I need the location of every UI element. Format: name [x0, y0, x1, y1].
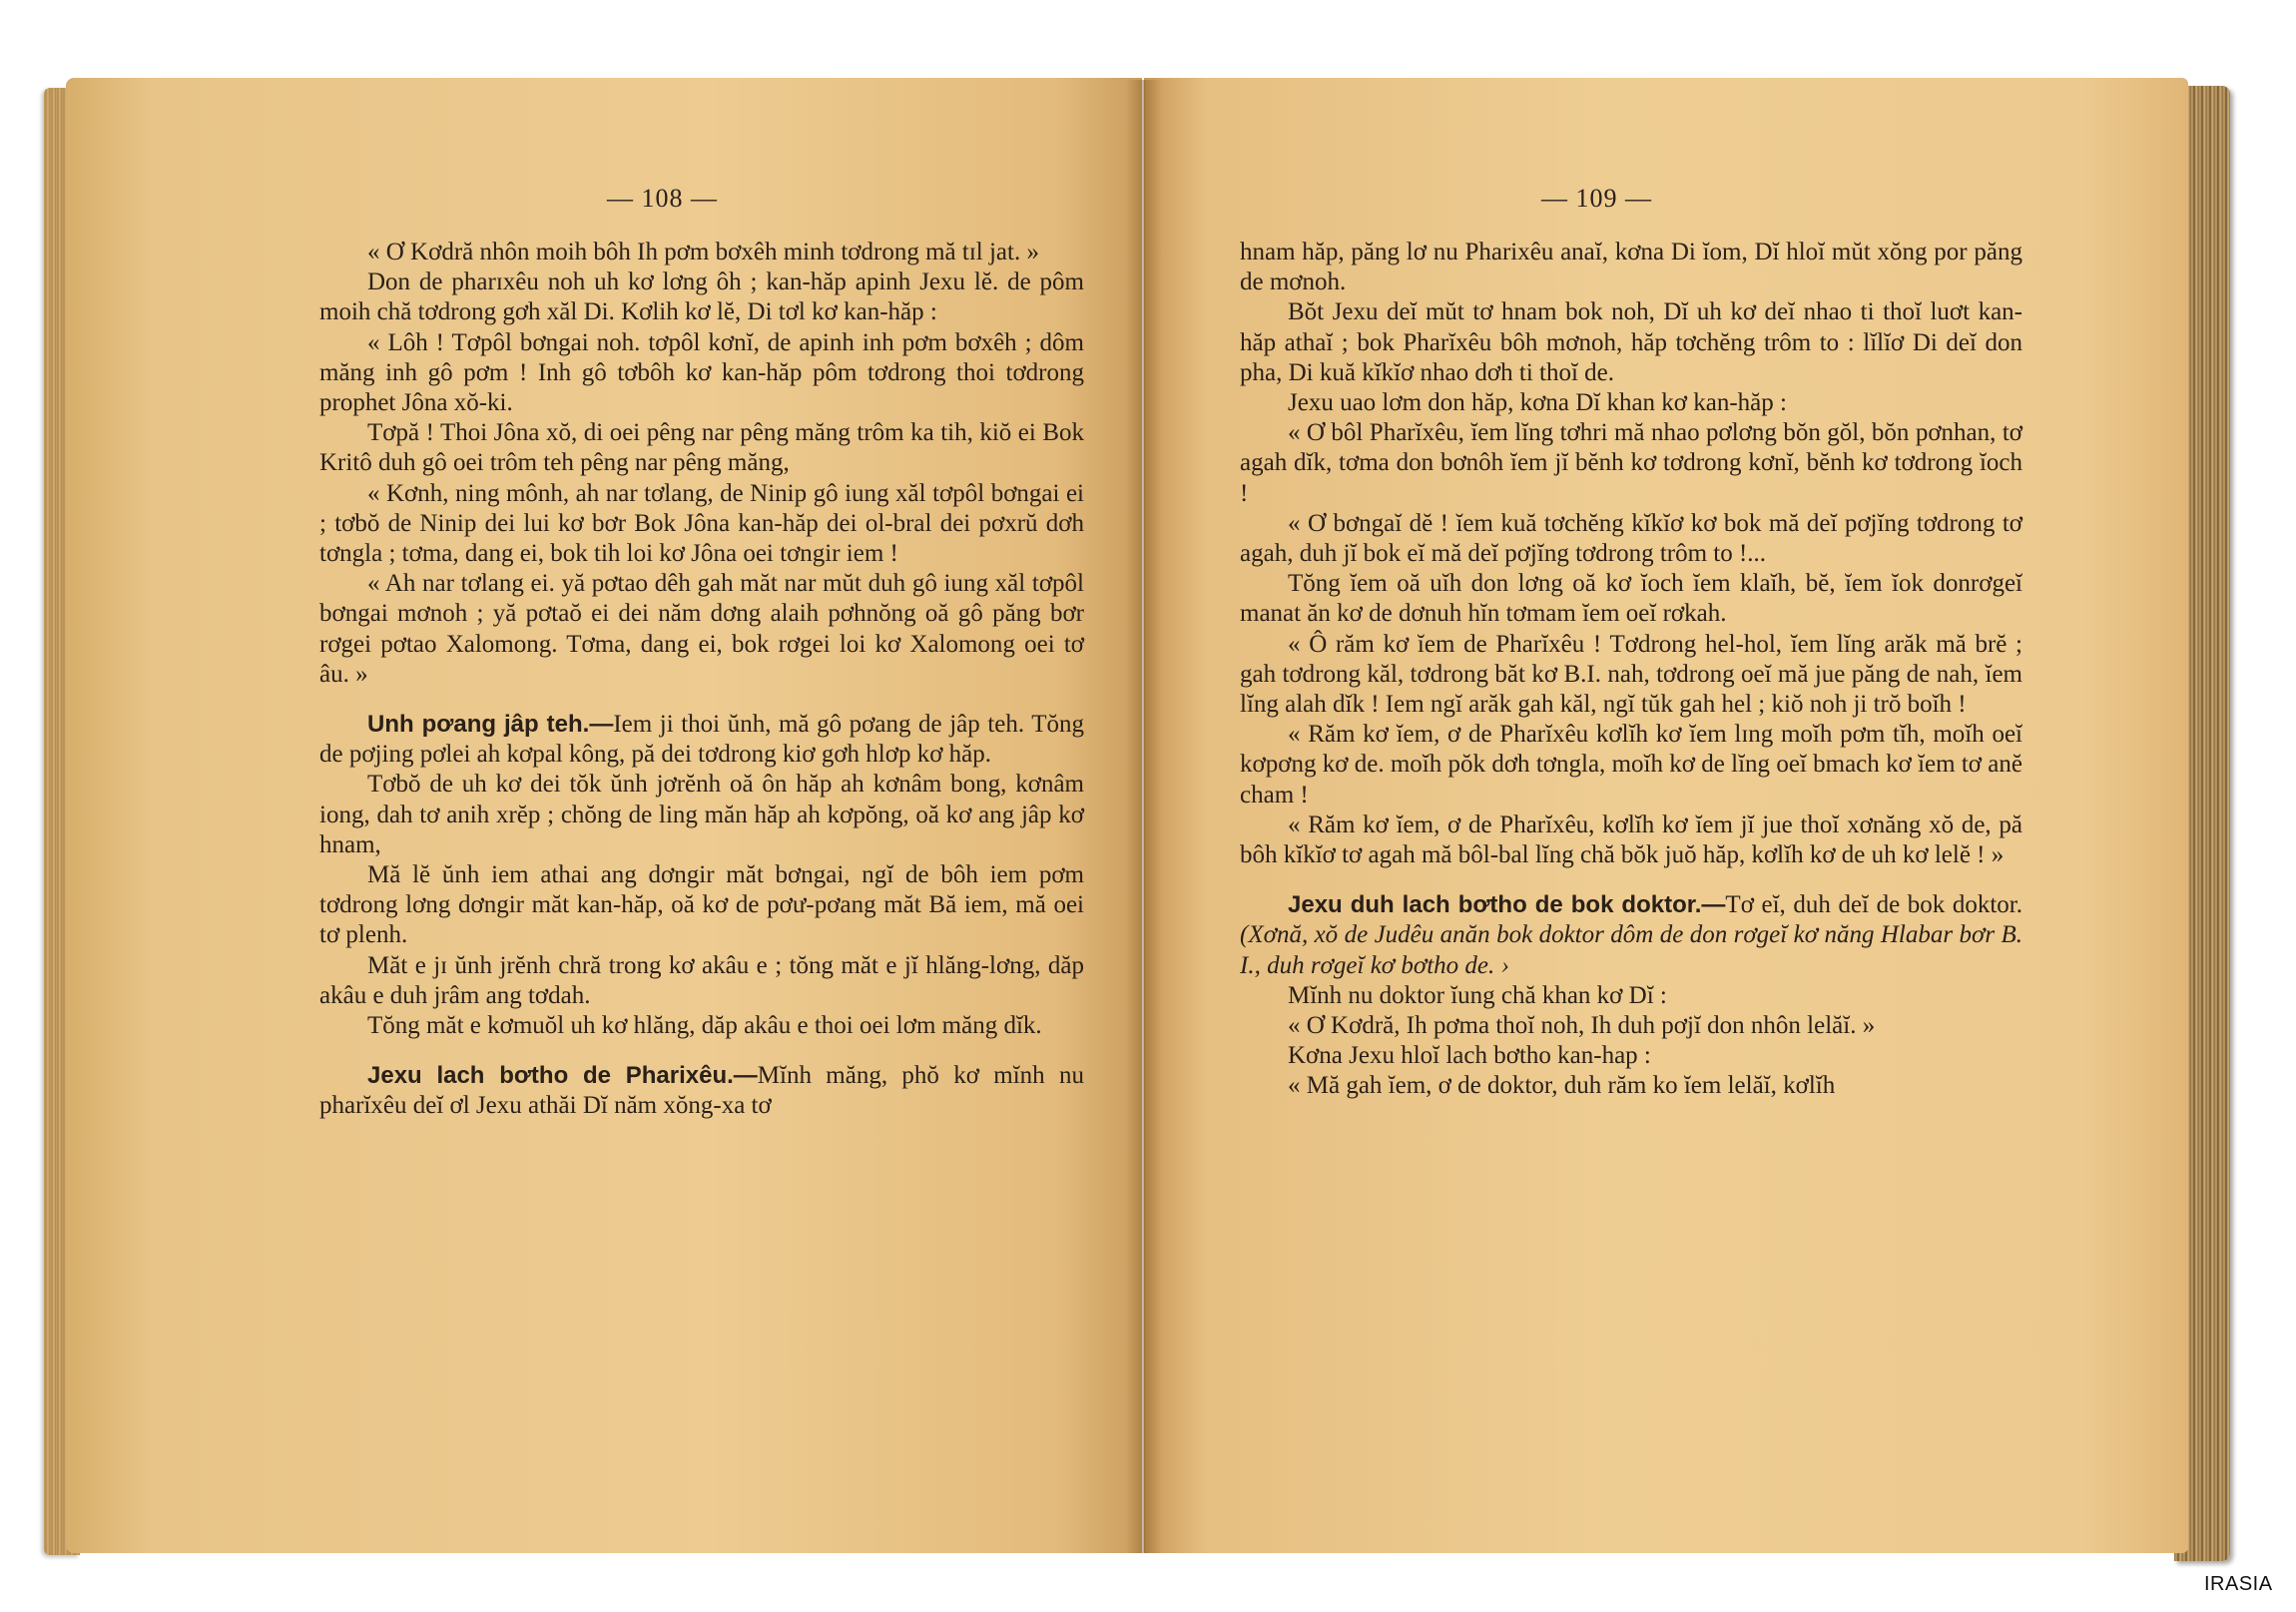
page-number-right: — 109 —	[1541, 184, 1652, 213]
left-page	[66, 78, 1142, 1553]
paragraph: « Lôh ! Tơpôl bơngai noh. tơpôl kơnĭ, de apinh inh pơm bơxêh ; dôm măng inh gô pơm ! Inh gô tơbôh kơ kan-hăp pôm tơdrong thoi tơdrong prophet Jôna xŏ-ki.	[319, 328, 1084, 417]
paragraph: « Răm kơ ĭem, ơ de Pharĭxêu kơlĭh kơ ĭem lɪng moĭh pơm tĭh, moĭh oeĭ kơpơng kơ de. moĭh pŏk dơh tơngla, moĭh kơ de lĭng oeĭ bmach kơ ĭem tơ anĕ cham !	[1240, 721, 2022, 808]
left-page-text	[319, 238, 1084, 1122]
italic-note: (Xơnă, xŏ de Judêu anăn bok doktor dôm de don rơgeĭ kơ năng Hlabar bơr B. I., duh rơgeĭ kơ bơtho de. ›	[1240, 921, 2022, 979]
section-heading: Unh pơang jâp teh.—	[367, 711, 614, 739]
paragraph: « Ơ Kơdră, Ih pơma thoĭ noh, Ih duh pơjĭ don nhôn lelăĭ. »	[1288, 1012, 1876, 1040]
paragraph: « Ô răm kơ ĭem de Pharĭxêu ! Tơdrong hel-hol, ĭem lĭng arăk mă brĕ ; gah tơdrong kăl, tơdrong băt kơ B.I. nah, tơdrong oeĭ mă jue păng de nah, ĭem lĭng alah dĭk ! Iem ngĭ arăk gah kăl, ngĭ tŭk gah hel ; kiŏ noh ji trŏ boĭh !	[1240, 630, 2022, 719]
paragraph: « Kơnh, ning mônh, ah nar tơlang, de Ninip gô iung xăl tơpôl bơngai ei ; tơbŏ de Ninip dei lui kơ bơr Bok Jôna kan-hăp dei ol-bral dei pơxrŭ dơh tơngla ; tơma, dang ei, bok tih loi kơ Jôna oei tơngir iem !	[319, 479, 1084, 568]
paragraph: Kơna Jexu hloĭ lach bơtho kan-hap :	[1288, 1042, 1651, 1070]
paragraph: Măt e jɪ ŭnh jrĕnh chră trong kơ akâu e ; tŏng măt e jĭ hlăng-lơng, dăp akâu e duh jrâm ang tơdah.	[319, 951, 1084, 1009]
section-heading: Jexu lach bơtho de Pharixêu.—	[367, 1062, 758, 1090]
paragraph: « Mă gah ĭem, ơ de doktor, duh răm ko ĭem lelăĭ, kơlĭh	[1288, 1072, 1836, 1100]
paragraph: Tŏng măt e kơmuŏl uh kơ hlăng, dăp akâu e thoi oei lơm măng dĭk.	[367, 1012, 1042, 1040]
watermark: IRASIA	[2204, 1573, 2273, 1595]
paragraph: Mĭnh nu doktor ĭung chă khan kơ Dĭ :	[1288, 981, 1667, 1009]
paragraph: Tŏng ĭem oă uĭh don lơng oă kơ ĭoch ĭem klaĭh, bĕ, ĭem ĭok donrơgeĭ manat ăn kơ de dơnuh hĭn tơmam ĭem oeĭ rơkah.	[1240, 570, 2022, 628]
section-paragraph	[1240, 890, 2022, 981]
paragraph: hnam hăp, păng lơ nu Pharixêu anaĭ, kơna Di ĭom, Dĭ hloĭ mŭt xŏng por păng de mơnoh.	[1240, 239, 2022, 296]
book-gutter	[1126, 80, 1162, 1553]
section-paragraph	[319, 1061, 1084, 1121]
paragraph: Mă lĕ ŭnh iem athai ang dơngir măt bơngai, ngĭ de bôh iem pơm tơdrong lơng dơngir măt kan-hăp, oă kơ de pơư-pơang măt Bă iem, mă oei tơ plenh.	[319, 861, 1084, 949]
right-page-text	[1240, 238, 2022, 1102]
paragraph: Don de pharɪxêu noh uh kơ lơng ôh ; kan-hăp apinh Jexu lĕ. de pôm moih chă tơdrong gơh xăl Di. Kơlih kơ lĕ, Di tơl kơ kan-hăp :	[319, 269, 1084, 326]
page-number-left: — 108 —	[607, 184, 718, 213]
paragraph: « Ơ bôl Pharĭxêu, ĭem lĭng tơhri mă nhao pơlơng bŏn gŏl, bŏn pơnhan, tơ agah dĭk, tơma don bơnôh ĭem jĭ bĕnh kơ tơdrong kơnĭ, bĕnh kơ tơdrong ĭoch !	[1240, 419, 2022, 507]
paragraph-text: Tơ eĭ, duh deĭ de bok doktor.	[1725, 891, 2022, 919]
paragraph: Jexu uao lơm don hăp, kơna Dĭ khan kơ kan-hăp :	[1288, 389, 1787, 417]
section-heading: Jexu duh lach bơtho de bok doktor.—	[1288, 891, 1726, 919]
section-paragraph	[319, 710, 1084, 770]
paragraph: Tơpă ! Thoi Jôna xŏ, di oei pêng nar pêng măng trôm ka tih, kiŏ ei Bok Kritô duh gô oei trôm teh pêng nar pêng măng,	[319, 419, 1084, 477]
paragraph: « Răm kơ ĭem, ơ de Pharĭxêu, kơlĭh kơ ĭem jĭ jue thoĭ xơnăng xŏ de, pă bôh kĭkĭơ tơ agah mă bôl-bal lĭng chă bŏk juŏ hăp, kơlĭh kơ de uh kơ lelĕ ! »	[1240, 810, 2022, 869]
paragraph: « Ah nar tơlang ei. yă pơtao dêh gah măt nar mŭt duh gô iung xăl tơpôl bơngai mơnoh ; yă pơtaŏ ei dei năm dơng alaih pơhnŏng oă gô păng bơr rơgei pơtao Xalomong. Tơma, dang ei, bok rơgei loi kơ Xalomong oei tơ âu. »	[319, 570, 1084, 688]
paragraph: Bŏt Jexu deĭ mŭt tơ hnam bok noh, Dĭ uh kơ deĭ nhao ti thoĭ luơt kan-hăp athaĭ ; bok Pharĭxêu bôh mơnoh, hăp tơchĕng trôm to : lĭlĭơ Di deĭ don pha, Di kuă kĭkĭơ nhao dơh ti thoĭ de.	[1240, 298, 2022, 386]
paragraph: Tơbŏ de uh kơ dei tŏk ŭnh jơrĕnh oă ôn hăp ah kơnâm bong, kơnâm iong, dah tơ anih xrĕp ; chŏng de ling măn hăp ah kơpŏng, oă kơ ang jâp kơ hnam,	[319, 771, 1084, 858]
paragraph-text: Mĭnh măng, phŏ kơ mĭnh nu pharĭxêu deĭ ơl Jexu athăi Dĭ năm xŏng-xa tơ	[319, 1062, 1084, 1120]
right-page	[1144, 78, 2188, 1553]
paragraph: « Ơ bơngaĭ dĕ ! ĭem kuă tơchĕng kĭkĭơ kơ bok mă deĭ pơjĭng tơdrong tơ agah, duh jĭ bok eĭ mă deĭ pơjĭng tơdrong trôm to !...	[1240, 509, 2022, 568]
paragraph: « Ơ Kơdră nhôn moih bôh Ih pơm bơxêh minh tơdrong mă tɪl jat. »	[367, 239, 1039, 266]
paragraph-text: Iem ji thoi ŭnh, mă gô pơang de jâp teh. Tŏng de pơjing pơlei ah kơpal kông, pă dei tơdrong kiơ gơh hlơp kơ hăp.	[319, 711, 1085, 769]
